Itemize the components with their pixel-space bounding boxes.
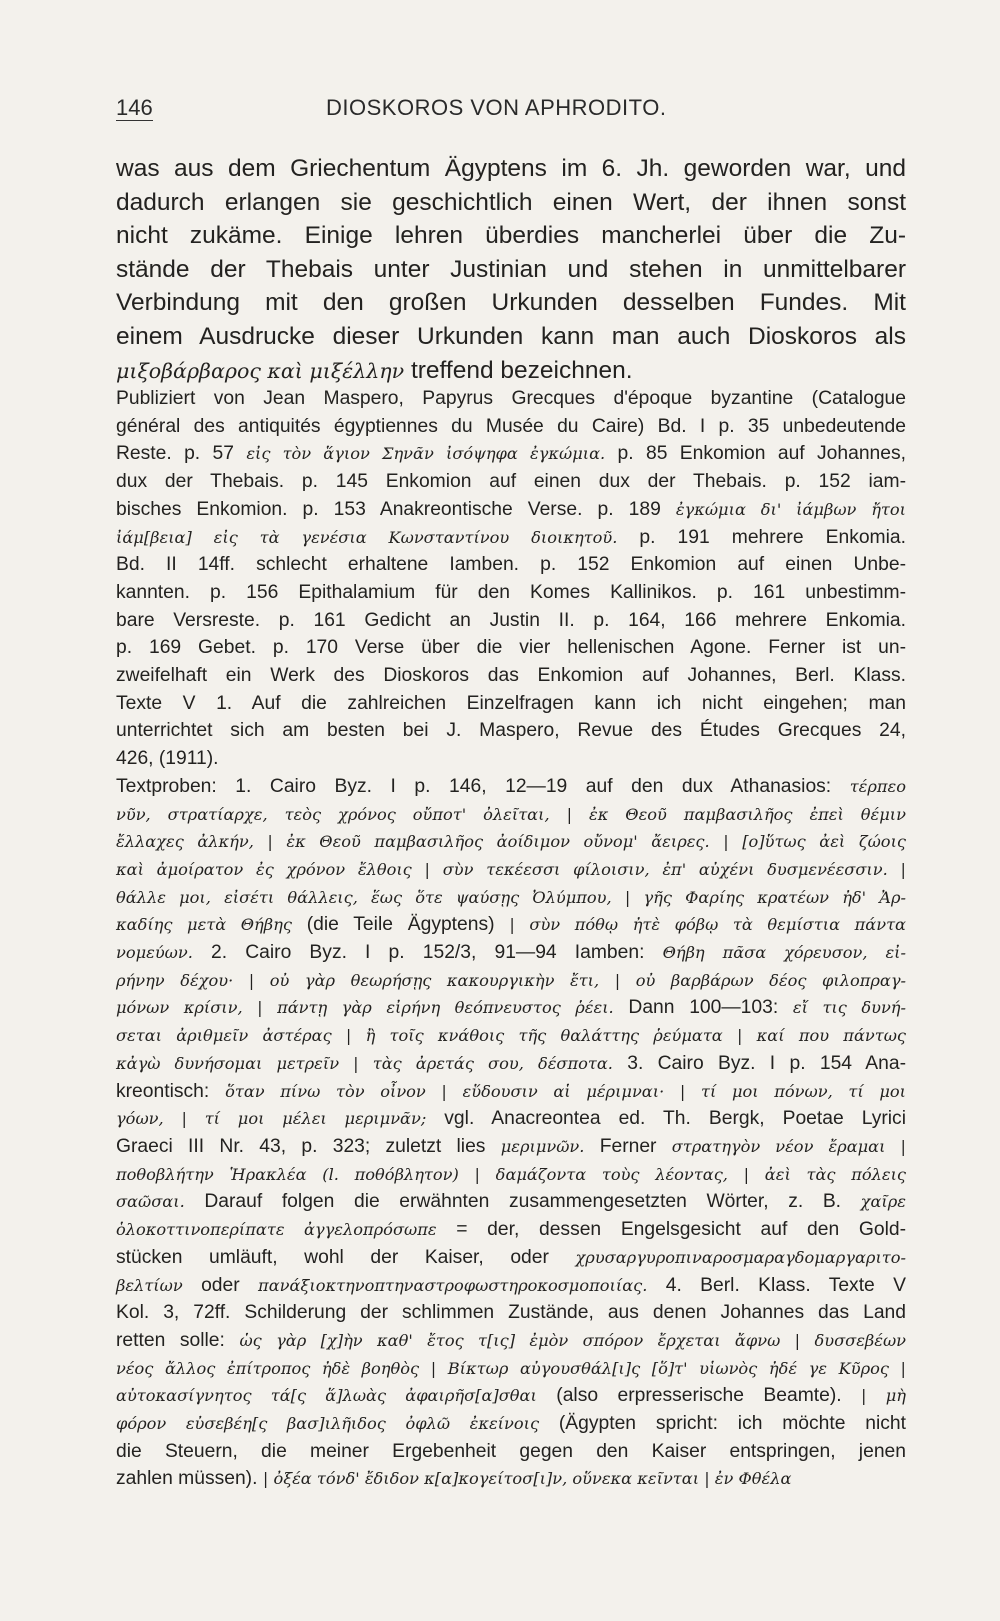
footnote-line (116, 524, 906, 552)
greek-text: χρυσαργυροπιναροσμαραγδομαργαριτο- (575, 1247, 906, 1267)
footnote-line (116, 1244, 906, 1272)
main-paragraph (116, 152, 906, 388)
footnote-line (116, 1465, 906, 1493)
greek-text: | σὺν πόθῳ ἠτὲ φόβῳ τὰ θεμίστια πάντα (509, 915, 906, 935)
greek-text: μόνων κρίσιν, | πάντῃ γὰρ εἰρήνη θεόπνευστος ῥέει. (116, 998, 614, 1018)
greek-text: μιξοβάρβαρος καὶ μιξέλλην (116, 358, 405, 383)
text-run: was aus dem Griechentum Ägyptens im 6. Jh. geworden war, und (116, 155, 906, 182)
text-run: Reste. p. 57 (116, 443, 247, 465)
greek-text: νῦν, στρατίαρχε, τεὸς χρόνος οὔποτ' ὀλεῖται, | ἐκ Θεοῦ παμβασιλῆος ἐπεὶ θέμιν (116, 804, 906, 824)
footnote-line (116, 1355, 906, 1383)
footnote-line (116, 1078, 906, 1106)
greek-text: φόρον εὐσεβέη[ς βασ]ιλῆιδος ὀφλῶ ἐκείνοις (116, 1414, 540, 1434)
footnote-line (116, 607, 906, 635)
text-run: unterrichtet sich am besten bei J. Maspero, Revue des Études Grecques 24, (116, 720, 906, 742)
text-run: Bd. II 14ff. schlecht erhaltene Iamben. p. 152 Enkomion auf einen Unbe- (116, 554, 906, 576)
text-run: dadurch erlangen sie geschichtlich einen Wert, der ihnen sonst (116, 188, 906, 216)
footnote-line (116, 690, 906, 718)
footnote-line (116, 496, 906, 524)
greek-text: πανάξιοκτηνοπτηναστροφωστηροκοσμοποιίας. (258, 1275, 648, 1295)
text-run: 3. Cairo Byz. I p. 154 Ana- (612, 1052, 906, 1074)
greek-text: μεριμνῶν. (500, 1136, 585, 1156)
footnote-line (116, 745, 906, 773)
text-run: = der, dessen Engelsgesicht auf den Gold- (436, 1219, 906, 1241)
greek-text: χαῖρε (860, 1192, 906, 1212)
text-run: zweifelhaft ein Werk des Dioskoros das Enkomion auf Johannes, Berl. Klass. (116, 665, 906, 687)
text-run: kannten. p. 156 Epithalamium für den Komes Kallinikos. p. 161 unbestimm- (116, 581, 906, 603)
text-run: 4. Berl. Klass. Texte V (647, 1274, 906, 1296)
greek-text: κἀγὼ δυνήσομαι μετρεῖν | τὰς ἀρετάς σου, δέσποτα. (116, 1053, 613, 1073)
text-run: Kol. 3, 72ff. Schilderung der schlimmen Zustände, aus denen Johannes das Land (116, 1302, 906, 1324)
footnote-line (116, 717, 906, 745)
footnote-line (116, 662, 906, 690)
footnote-line (116, 1438, 906, 1466)
text-run: Texte V 1. Auf die zahlreichen Einzelfragen kann ich nicht eingehen; man (116, 692, 906, 714)
greek-text: γόων, | τί μοι μέλει μεριμνᾶν; (116, 1109, 427, 1129)
footnote-line (116, 994, 906, 1022)
footnote-line (116, 440, 906, 468)
greek-text: εἰς τὸν ἅγιον Σηνᾶν ἰσόψηφα ἐγκώμια. (246, 444, 606, 464)
text-run: stücken umläuft, wohl der Kaiser, oder (116, 1246, 576, 1268)
text-run: p. 85 Enkomion auf Johannes, (605, 443, 906, 465)
footnote-line (116, 1161, 906, 1189)
text-line (116, 354, 906, 389)
footnote-line (116, 1022, 906, 1050)
footnote-line (116, 801, 906, 829)
text-run: treffend bezeichnen. (404, 356, 633, 384)
footnote-line (116, 967, 906, 995)
footnote-line (116, 385, 906, 413)
greek-text: ὡς γὰρ [χ]ὴν καθ' ἔτος τ[ις] ἐμὸν σπόρον ἔρχεται ἄφνω | δυσσεβέων (239, 1330, 907, 1350)
greek-text: ἰάμ[βεια] εἰς τὰ γενέσια Κωνσταντίνου διοικητοῦ. (116, 527, 618, 547)
footnote-line (116, 1299, 906, 1327)
text-run: Ferner (584, 1135, 672, 1157)
greek-text: σαῶσαι. (116, 1192, 185, 1212)
footnote-line (116, 551, 906, 579)
text-run: Darauf folgen die erwähnten zusammengesetzten Wörter, z. B. (184, 1191, 861, 1213)
footnote-line (116, 884, 906, 912)
text-run: vgl. Anacreontea ed. Th. Bergk, Poetae Lyrici (426, 1108, 906, 1130)
greek-text: νέος ἄλλος ἐπίτροπος ἠδὲ βοηθὸς | Βίκτωρ αὐγουσθάλ[ι]ς [ὅ]τ' υἱωνὸς ἠδέ γε Κῦρος | (116, 1358, 906, 1378)
greek-text: ἐγκώμια δι' ἰάμβων ἤτοι (675, 499, 906, 519)
footnote-line (116, 1272, 906, 1300)
text-run: Graeci III Nr. 43, p. 323; zuletzt lies (116, 1135, 501, 1157)
text-run: nicht zukäme. Einige lehren überdies mancherlei über die Zu- (116, 222, 906, 250)
running-title: DIOSKOROS VON APHRODITO. (326, 95, 667, 120)
greek-text: τέρπεο (849, 776, 906, 796)
footnote-line (116, 413, 906, 441)
text-run: einem Ausdrucke dieser Urkunden kann man auch Dioskoros als (116, 322, 906, 350)
text-run: Textproben: 1. Cairo Byz. I p. 146, 12—19 auf den dux Athanasios: (116, 775, 850, 797)
greek-text: στρατηγὸν νέον ἔραμαι | (671, 1136, 906, 1156)
text-run: Dann 100—103: (613, 997, 793, 1019)
greek-text: Θήβη πᾶσα χόρευσον, εἰ- (662, 943, 906, 963)
footnote-line (116, 1410, 906, 1438)
text-run: (die Teile Ägyptens) (291, 914, 510, 936)
greek-text: θάλλε μοι, εἰσέτι θάλλεις, ἕως ὅτε ψαύσῃς Ὀλύμπου, | γῆς Φαρίης κρατέων ἠδ' Ἀρ- (116, 887, 906, 907)
text-run: p. 191 mehrere Enkomia. (617, 526, 906, 548)
text-run: (also erpresserische Beamte). (536, 1385, 862, 1407)
text-run: retten solle: (116, 1329, 240, 1351)
footnote-line (116, 1133, 906, 1161)
footnote-line (116, 1327, 906, 1355)
greek-text: ρήνην δέχου· | οὐ γὰρ θεωρήσῃς κακουργικὴν ἔτι, | οὐ βαρβάρων δέος φιλοπραγ- (116, 970, 906, 990)
text-run: (Ägypten spricht: ich möchte nicht (539, 1413, 906, 1435)
greek-text: καὶ ἀμοίρατον ἐς χρόνον ἔλθοις | σὺν τεκέεσσι φίλοισιν, ἐπ' αὐχένι δυσμενέεσσιν. | (116, 859, 906, 879)
greek-text: βελτίων (116, 1275, 183, 1295)
footnote-line (116, 773, 906, 801)
footnote-block (116, 385, 906, 1493)
text-run: bare Versreste. p. 161 Gedicht an Justin II. p. 164, 166 mehrere Enkomia. (116, 609, 906, 631)
greek-text: αὐτοκασίγνητος τά[ς ἅ]λωὰς ἀφαιρῆσ[α]σθαι (116, 1386, 537, 1406)
greek-text: σεται ἀριθμεῖν ἀστέρας | ἢ τοῖς κνάθοις τῆς θαλάττης ῥεύματα | καί που πάντως (116, 1026, 906, 1046)
greek-text: | ὀξέα τόνδ' ἔδιδον κ[α]κογείτοσ[ι]ν, οὕνεκα κεῖνται | ἐν Φθέλα (262, 1469, 792, 1489)
footnote-line (116, 856, 906, 884)
text-run: die Steuern, die meiner Ergebenheit gegen den Kaiser entspringen, jenen (116, 1440, 906, 1462)
text-line (116, 186, 906, 220)
text-line (116, 152, 906, 186)
footnote-line (116, 1382, 906, 1410)
text-run: kreontisch: (116, 1080, 226, 1102)
text-run: stände der Thebais unter Justinian und stehen in unmittelbarer (116, 255, 906, 283)
greek-text: ὁλοκοττινοπερίπατε ἀγγελοπρόσωπε (116, 1220, 437, 1240)
footnote-line (116, 468, 906, 496)
text-run: p. 169 Gebet. p. 170 Verse über die vier hellenischen Agone. Ferner ist un- (116, 637, 906, 659)
footnote-line (116, 634, 906, 662)
text-line (116, 286, 906, 320)
text-run: dux der Thebais. p. 145 Enkomion auf einen dux der Thebais. p. 152 iam- (116, 471, 906, 493)
page-number: 146 (116, 95, 153, 120)
text-line (116, 253, 906, 287)
footnote-line (116, 1188, 906, 1216)
footnote-line (116, 828, 906, 856)
greek-text: | μὴ (861, 1386, 906, 1406)
text-run: bisches Enkomion. p. 153 Anakreontische Verse. p. 189 (116, 498, 676, 520)
footnote-line (116, 1050, 906, 1078)
text-line (116, 320, 906, 354)
text-run: oder (182, 1274, 259, 1296)
greek-text: ὅταν πίνω τὸν οἶνον | εὕδουσιν αἱ μέριμναι· | τί μοι πόνων, τί μοι (225, 1081, 907, 1101)
footnote-line (116, 579, 906, 607)
text-run: Verbindung mit den großen Urkunden desselben Fundes. Mit (116, 289, 906, 317)
greek-text: καδίης μετὰ Θήβης (116, 915, 292, 935)
footnote-line (116, 939, 906, 967)
text-run: 2. Cairo Byz. I p. 152/3, 91—94 Iamben: (192, 942, 663, 964)
text-run: 426, (1911). (116, 748, 219, 770)
footnote-line (116, 1105, 906, 1133)
greek-text: νομεύων. (116, 943, 193, 963)
text-run: Publiziert von Jean Maspero, Papyrus Grecques d'époque byzantine (Catalogue (116, 388, 906, 409)
footnote-line (116, 911, 906, 939)
greek-text: εἴ τις δυνή- (792, 998, 906, 1018)
text-line (116, 219, 906, 253)
footnote-line (116, 1216, 906, 1244)
text-run: zahlen müssen). (116, 1468, 263, 1490)
greek-text: ἔλλαχες ἀλκήν, | ἐκ Θεοῦ παμβασιλῆος ἀοίδιμον οὔνομ' ἄειρες. | [ο]ὕτως ἀεὶ ζώοις (116, 832, 906, 852)
text-run: général des antiquités égyptiennes du Musée du Caire) Bd. I p. 35 unbedeutende (116, 415, 906, 437)
greek-text: ποθοβλήτην Ἡρακλέα (l. ποθόβλητον) | δαμάζοντα τοὺς λέοντας, | ἀεὶ τὰς πόλεις (116, 1164, 906, 1184)
